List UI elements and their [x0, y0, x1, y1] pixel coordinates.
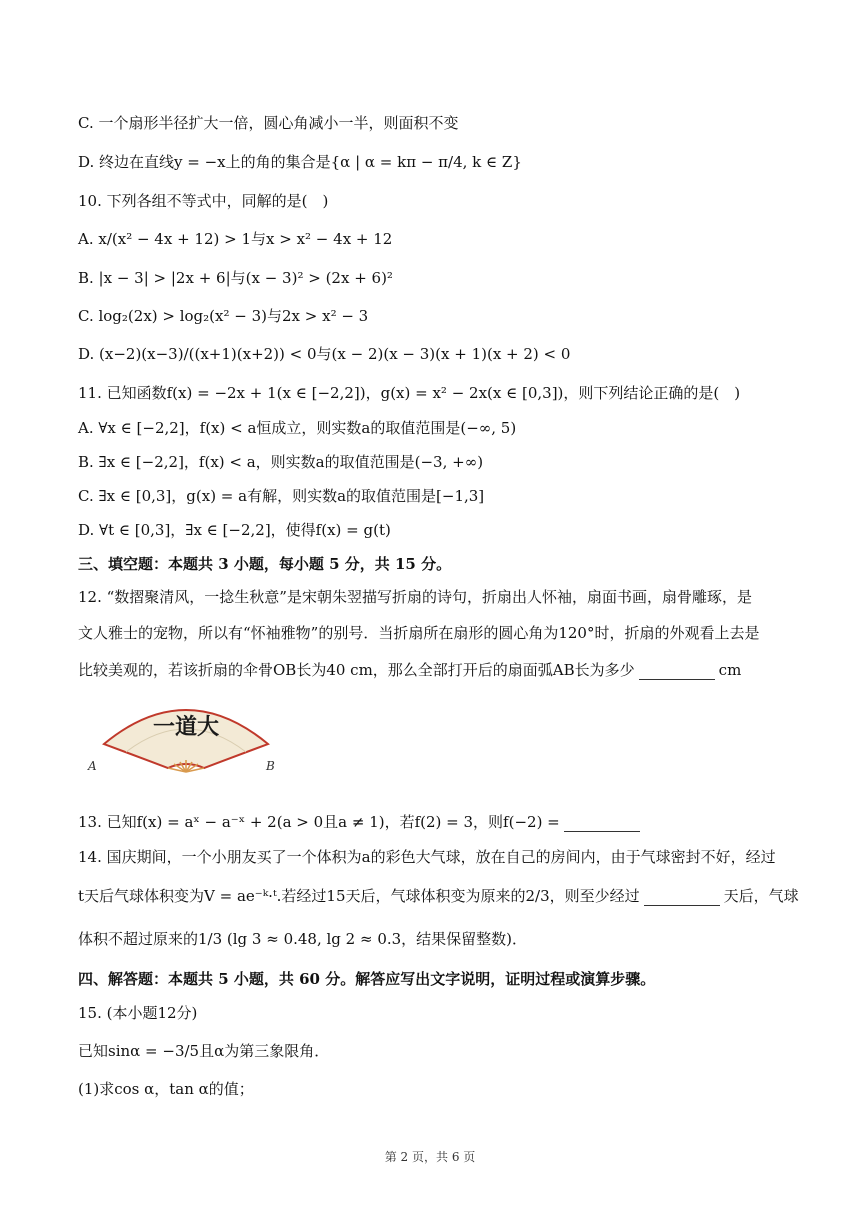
q10-option-d: D. (x−2)(x−3)/((x+1)(x+2)) < 0与(x − 2)(x − 3)(x + 1)(x + 2) < 0 — [78, 345, 571, 363]
page-footer: 第 2 页，共 6 页 — [384, 1150, 476, 1164]
question-15-title: 15. (本小题12分) — [78, 1004, 198, 1022]
question-14-text-end: 天后，气球 — [723, 887, 799, 905]
answer-blank-13[interactable] — [564, 813, 640, 832]
question-10: 10. 下列各组不等式中，同解的是( ) — [78, 192, 329, 210]
q11-option-b: B. ∃x ∈ [−2,2]，f(x) < a，则实数a的取值范围是(−3, +∞) — [78, 453, 484, 471]
answer-blank-12[interactable] — [639, 661, 715, 680]
question-15-part-1: (1)求cos α，tan α的值； — [78, 1080, 254, 1098]
question-14-line-1: 14. 国庆期间，一个小朋友买了一个体积为a的彩色大气球，放在自己的房间内，由于气球密封不好，经过 — [78, 848, 776, 866]
q10-option-b: B. |x − 3| > |2x + 6|与(x − 3)² > (2x + 6)² — [78, 269, 393, 287]
line-option-c: C. 一个扇形半径扩大一倍，圆心角减小一半，则面积不变 — [78, 114, 459, 132]
point-b-label: B — [266, 759, 275, 773]
section-answer-heading: 四、解答题：本题共 5 小题，共 60 分。解答应写出文字说明，证明过程或演算步骤。 — [78, 970, 656, 988]
question-12-line-3 — [78, 659, 741, 680]
folding-fan-figure — [86, 696, 286, 774]
answer-blank-14[interactable] — [644, 887, 720, 906]
question-15-given: 已知sinα = −3/5且α为第三象限角． — [78, 1042, 330, 1060]
point-a-label: A — [88, 759, 97, 773]
question-12-text: 比较美观的，若该折扇的伞骨OB长为40 cm，那么全部打开后的扇面弧AB长为多少 — [78, 661, 635, 679]
fan-calligraphy: 一道大 — [152, 714, 220, 740]
unit-cm: cm — [718, 661, 742, 679]
q10-option-a: A. x/(x² − 4x + 12) > 1与x > x² − 4x + 12 — [78, 230, 393, 248]
question-13-text: 13. 已知f(x) = aˣ − a⁻ˣ + 2(a > 0且a ≠ 1)，若f(2) = 3，则f(−2) = — [78, 813, 560, 831]
question-12-line-1: 12. “数摺聚清风，一捻生秋意”是宋朝朱翌描写折扇的诗句，折扇出人怀袖，扇面书画，扇骨雕琢，是 — [78, 588, 752, 606]
line-option-d: D. 终边在直线y = −x上的角的集合是{α | α = kπ − π/4, k ∈ Z} — [78, 153, 522, 171]
question-13 — [78, 811, 644, 832]
q11-option-a: A. ∀x ∈ [−2,2]，f(x) < a恒成立，则实数a的取值范围是(−∞, 5) — [78, 419, 517, 437]
q10-option-c: C. log₂(2x) > log₂(x² − 3)与2x > x² − 3 — [78, 307, 369, 325]
question-11: 11. 已知函数f(x) = −2x + 1(x ∈ [−2,2])，g(x) = x² − 2x(x ∈ [0,3])，则下列结论正确的是( ) — [78, 384, 741, 402]
q11-option-c: C. ∃x ∈ [0,3]，g(x) = a有解，则实数a的取值范围是[−1,3] — [78, 487, 485, 505]
question-14-text: t天后气球体积变为V = ae⁻ᵏ·ᵗ.若经过15天后，气球体积变为原来的2/3，则至少经过 — [78, 887, 640, 905]
question-14-line-2 — [78, 885, 799, 906]
question-12-line-2: 文人雅士的宠物，所以有“怀袖雅物”的别号．当折扇所在扇形的圆心角为120°时，折扇的外观看上去是 — [78, 624, 760, 642]
q11-option-d: D. ∀t ∈ [0,3]，∃x ∈ [−2,2]，使得f(x) = g(t) — [78, 521, 391, 539]
section-fill-in-heading: 三、填空题：本题共 3 小题，每小题 5 分，共 15 分。 — [78, 555, 452, 573]
question-14-line-3: 体积不超过原来的1/3 (lg 3 ≈ 0.48, lg 2 ≈ 0.3，结果保留整数)． — [78, 930, 528, 948]
